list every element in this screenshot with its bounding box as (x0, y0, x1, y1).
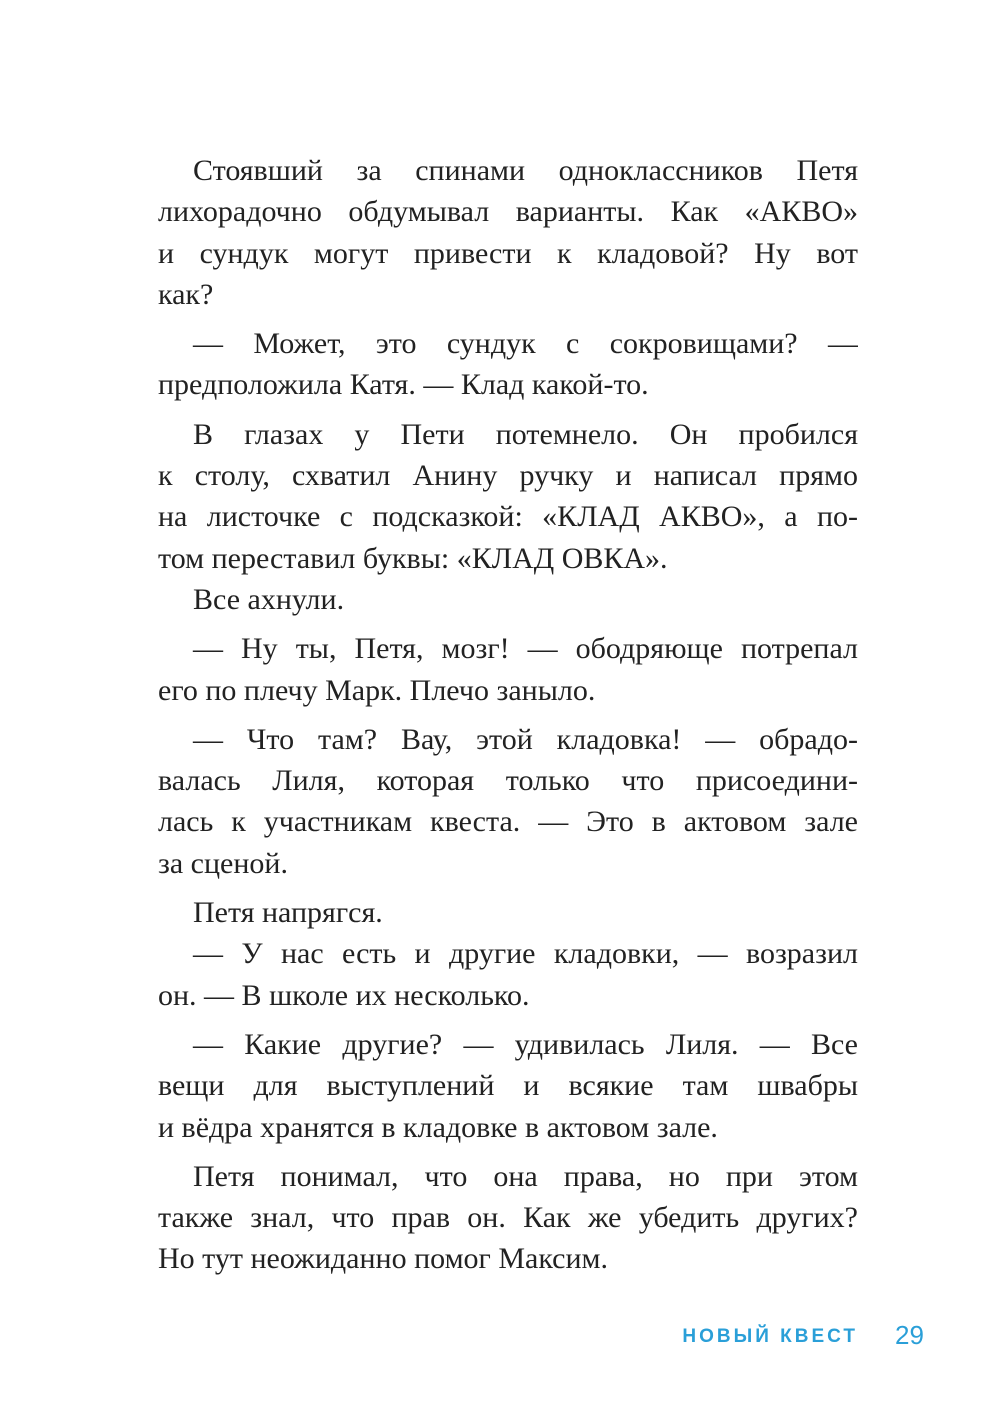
text-line: лась к участникам квеста. — Это в актовом зале (158, 805, 858, 839)
text-line: — У нас есть и другие кладовки, — возразил (193, 937, 858, 971)
body-text (158, 150, 858, 1280)
text-line: его по плечу Марк. Плечо заныло. (158, 673, 596, 707)
text-line: Петя понимал, что она права, но при этом (193, 1159, 858, 1193)
text-line: валась Лиля, которая только что присоедини- (158, 764, 858, 798)
running-title: НОВЫЙ КВЕСТ (682, 1326, 858, 1347)
text-line: Все ахнули. (193, 582, 345, 616)
text-line: он. — В школе их несколько. (158, 978, 530, 1012)
text-line: как? (158, 277, 214, 311)
text-line: лихорадочно обдумывал варианты. Как «АКВО» (158, 195, 858, 229)
text-line: — Что там? Вау, этой кладовка! — обрадо- (193, 722, 858, 756)
text-line: также знал, что прав он. Как же убедить других? (158, 1201, 858, 1235)
text-line: на листочке с подсказкой: «КЛАД АКВО», а по- (158, 500, 858, 534)
text-line: вещи для выступлений и всякие там швабры (158, 1069, 858, 1103)
text-line: Стоявший за спинами одноклассников Петя (193, 154, 858, 187)
text-line: и вёдра хранятся в кладовке в актовом зале. (158, 1110, 718, 1144)
text-line: том переставил буквы: «КЛАД ОВКА». (158, 541, 668, 575)
text-line: предположила Катя. — Клад какой-то. (158, 368, 649, 402)
text-line: и сундук могут привести к кладовой? Ну вот (158, 236, 858, 270)
page-footer (0, 1318, 1000, 1358)
text-line: за сценой. (158, 846, 288, 880)
page-number: 29 (895, 1320, 924, 1350)
text-line: Но тут неожиданно помог Максим. (158, 1242, 609, 1276)
text-line: — Какие другие? — удивилась Лиля. — Все (193, 1027, 858, 1061)
text-line: В глазах у Пети потемнело. Он пробился (193, 417, 858, 451)
text-line: — Ну ты, Петя, мозг! — ободряюще потрепал (193, 632, 858, 666)
text-line: Петя напрягся. (193, 896, 383, 930)
text-line: — Может, это сундук с сокровищами? — (193, 327, 858, 361)
text-line: к столу, схватил Анину ручку и написал прямо (158, 459, 858, 493)
